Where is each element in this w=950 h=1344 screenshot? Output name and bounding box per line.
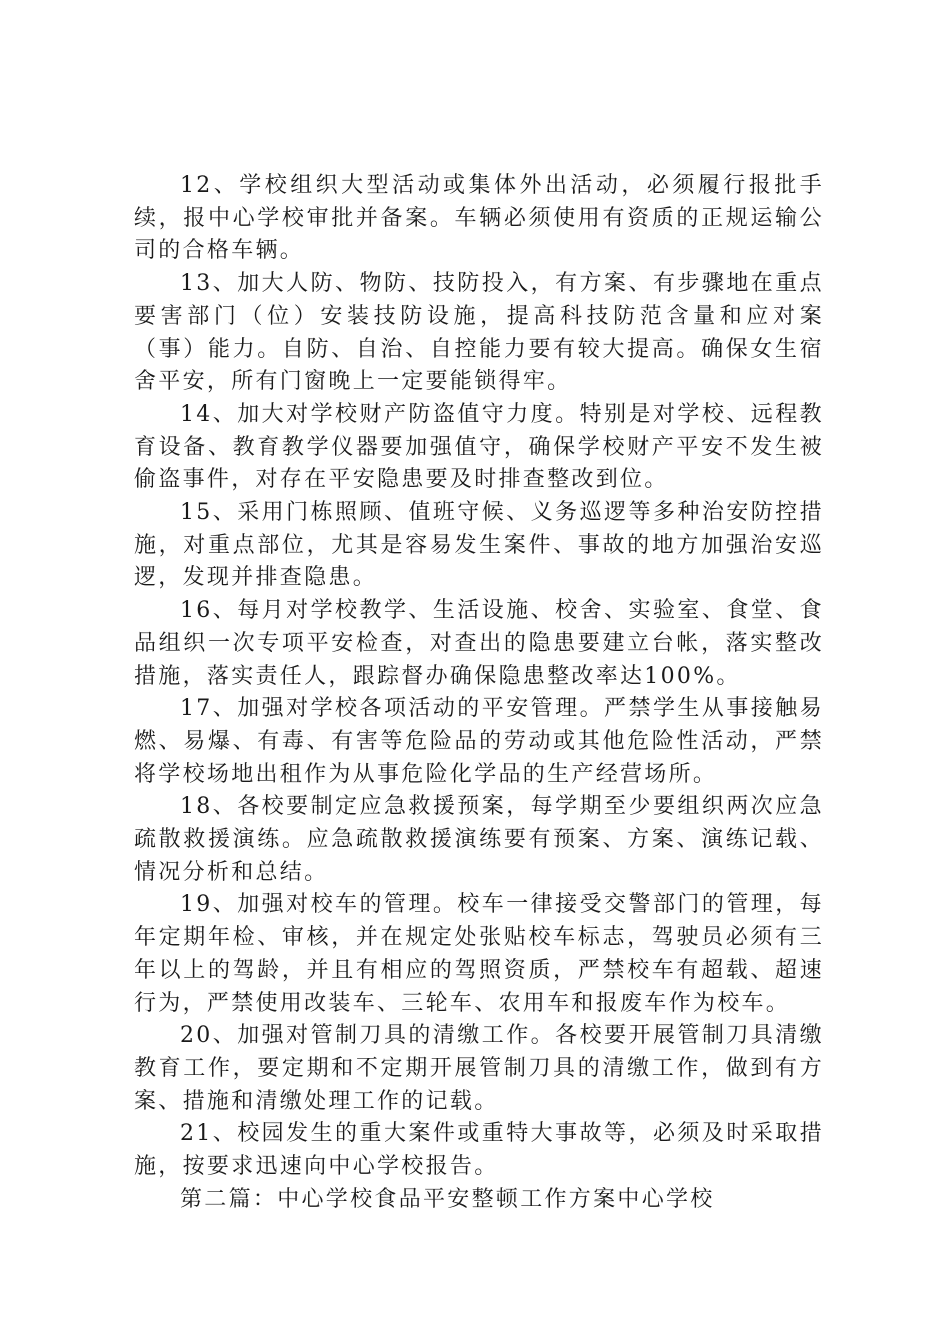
paragraph-13: 13、加大人防、物防、技防投入，有方案、有步骤地在重点要害部门（位）安装技防设施，提高科技防范含量和应对案（事）能力。自防、自治、自控能力要有较大提高。确保女生宿舍平安，所有门窗晚上一定要能锁得牢。 <box>134 271 824 395</box>
paragraph-19: 19、加强对校车的管理。校车一律接受交警部门的管理，每年定期年检、审核，并在规定处张贴校车标志，驾驶员必须有三年以上的驾龄，并且有相应的驾照资质，严禁校车有超载、超速行为，严禁使用改装车、三轮车、农用车和报废车作为校车。 <box>134 892 824 1016</box>
paragraph-16: 16、每月对学校教学、生活设施、校舍、实验室、食堂、食品组织一次专项平安检查，对查出的隐患要建立台帐，落实整改措施，落实责任人，跟踪督办确保隐患整改率达100%。 <box>134 598 824 689</box>
document-page <box>134 170 824 1217</box>
paragraph-14: 14、加大对学校财产防盗值守力度。特别是对学校、远程教育设备、教育教学仪器要加强值守，确保学校财产平安不发生被偷盗事件，对存在平安隐患要及时排查整改到位。 <box>134 401 824 493</box>
section-heading: 第二篇：中心学校食品平安整顿工作方案中心学校 <box>180 1186 715 1212</box>
paragraph-15: 15、采用门栋照顾、值班守候、义务巡逻等多种治安防控措施，对重点部位，尤其是容易发生案件、事故的地方加强治安巡逻，发现并排查隐患。 <box>134 500 824 591</box>
paragraph-21: 21、校园发生的重大案件或重特大事故等，必须及时采取措施，按要求迅速向中心学校报告。 <box>134 1121 824 1180</box>
paragraph-20: 20、加强对管制刀具的清缴工作。各校要开展管制刀具清缴教育工作，要定期和不定期开展管制刀具的清缴工作，做到有方案、措施和清缴处理工作的记载。 <box>134 1023 824 1114</box>
paragraph-17: 17、加强对学校各项活动的平安管理。严禁学生从事接触易燃、易爆、有毒、有害等危险品的劳动或其他危险性活动，严禁将学校场地出租作为从事危险化学品的生产经营场所。 <box>134 696 824 787</box>
paragraph-18: 18、各校要制定应急救援预案，每学期至少要组织两次应急疏散救援演练。应急疏散救援演练要有预案、方案、演练记载、情况分析和总结。 <box>134 794 824 885</box>
paragraph-12: 12、学校组织大型活动或集体外出活动，必须履行报批手续，报中心学校审批并备案。车辆必须使用有资质的正规运输公司的合格车辆。 <box>134 173 824 264</box>
